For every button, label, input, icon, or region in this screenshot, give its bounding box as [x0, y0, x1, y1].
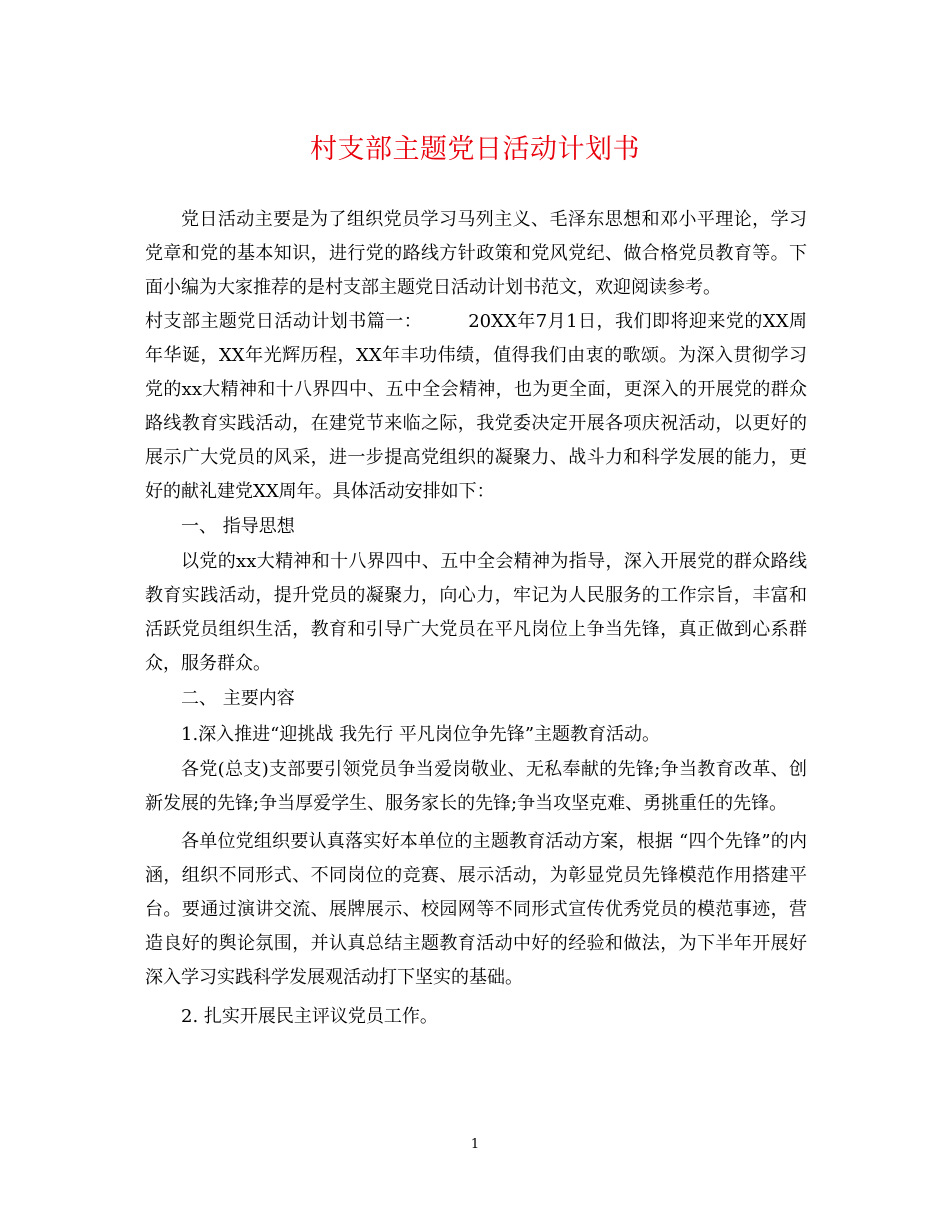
item-one-paragraph-two: 各单位党组织要认真落实好本单位的主题教育活动方案，根据 “四个先锋”的内涵，组织不同形式、不同岗位的竞赛、展示活动，为彰显党员先锋模范作用搭建平台。要通过演讲交流、展牌展示、校园网等不同形式宣传优秀党员的模范事迹，营造良好的舆论氛围，并认真总结主题教育活动中好的经验和做法，为下半年开展好深入学习实践科学发展观活动打下坚实的基础。 — [145, 831, 807, 988]
section-one-paragraph: 以党的xx大精神和十八界四中、五中全会精神为指导，深入开展党的群众路线教育实践活动，提升党员的凝聚力，向心力，牢记为人民服务的工作宗旨，丰富和活跃党员组织生活，教育和引导广大党员在平凡岗位上争当先锋，真正做到心系群众，服务群众。 — [145, 551, 807, 674]
part-one-text: 20XX年7月1日，我们即将迎来党的XX周年华诞，XX年光辉历程，XX年丰功伟绩，值得我们由衷的歌颂。为深入贯彻学习党的xx大精神和十八界四中、五中全会精神，也为更全面，更深入的开展党的群众路线教育实践活动，在建党节来临之际，我党委决定开展各项庆祝活动，以更好的展示广大党员的风采，进一步提高党组织的凝聚力、战斗力和科学发展的能力，更好的献礼建党XX周年。具体活动安排如下： — [145, 311, 807, 502]
part-one-label: 村支部主题党日活动计划书篇一： — [145, 311, 423, 332]
part-one-paragraph — [145, 305, 807, 509]
section-heading-guiding-ideology: 一、 指导思想 — [181, 516, 295, 537]
document-title: 村支部主题党日活动计划书 — [310, 134, 640, 165]
item-one-paragraph-one: 各党(总支)支部要引领党员争当爱岗敬业、无私奉献的先锋;争当教育改革、创新发展的先锋;争当厚爱学生、服务家长的先锋;争当攻坚克难、勇挑重任的先锋。 — [145, 759, 807, 814]
document-body — [145, 203, 807, 1035]
section-heading-main-content: 二、 主要内容 — [181, 688, 295, 709]
item-one-heading: 1.深入推进“迎挑战 我先行 平凡岗位争先锋”主题教育活动。 — [181, 724, 661, 745]
intro-paragraph: 党日活动主要是为了组织党员学习马列主义、毛泽东思想和邓小平理论，学习党章和党的基本知识，进行党的路线方针政策和党风党纪、做合格党员教育等。下面小编为大家推荐的是村支部主题党日活动计划书范文，欢迎阅读参考。 — [145, 209, 807, 298]
item-two-heading: 2. 扎实开展民主评议党员工作。 — [181, 1006, 438, 1027]
page-number: 1 — [470, 1137, 480, 1152]
